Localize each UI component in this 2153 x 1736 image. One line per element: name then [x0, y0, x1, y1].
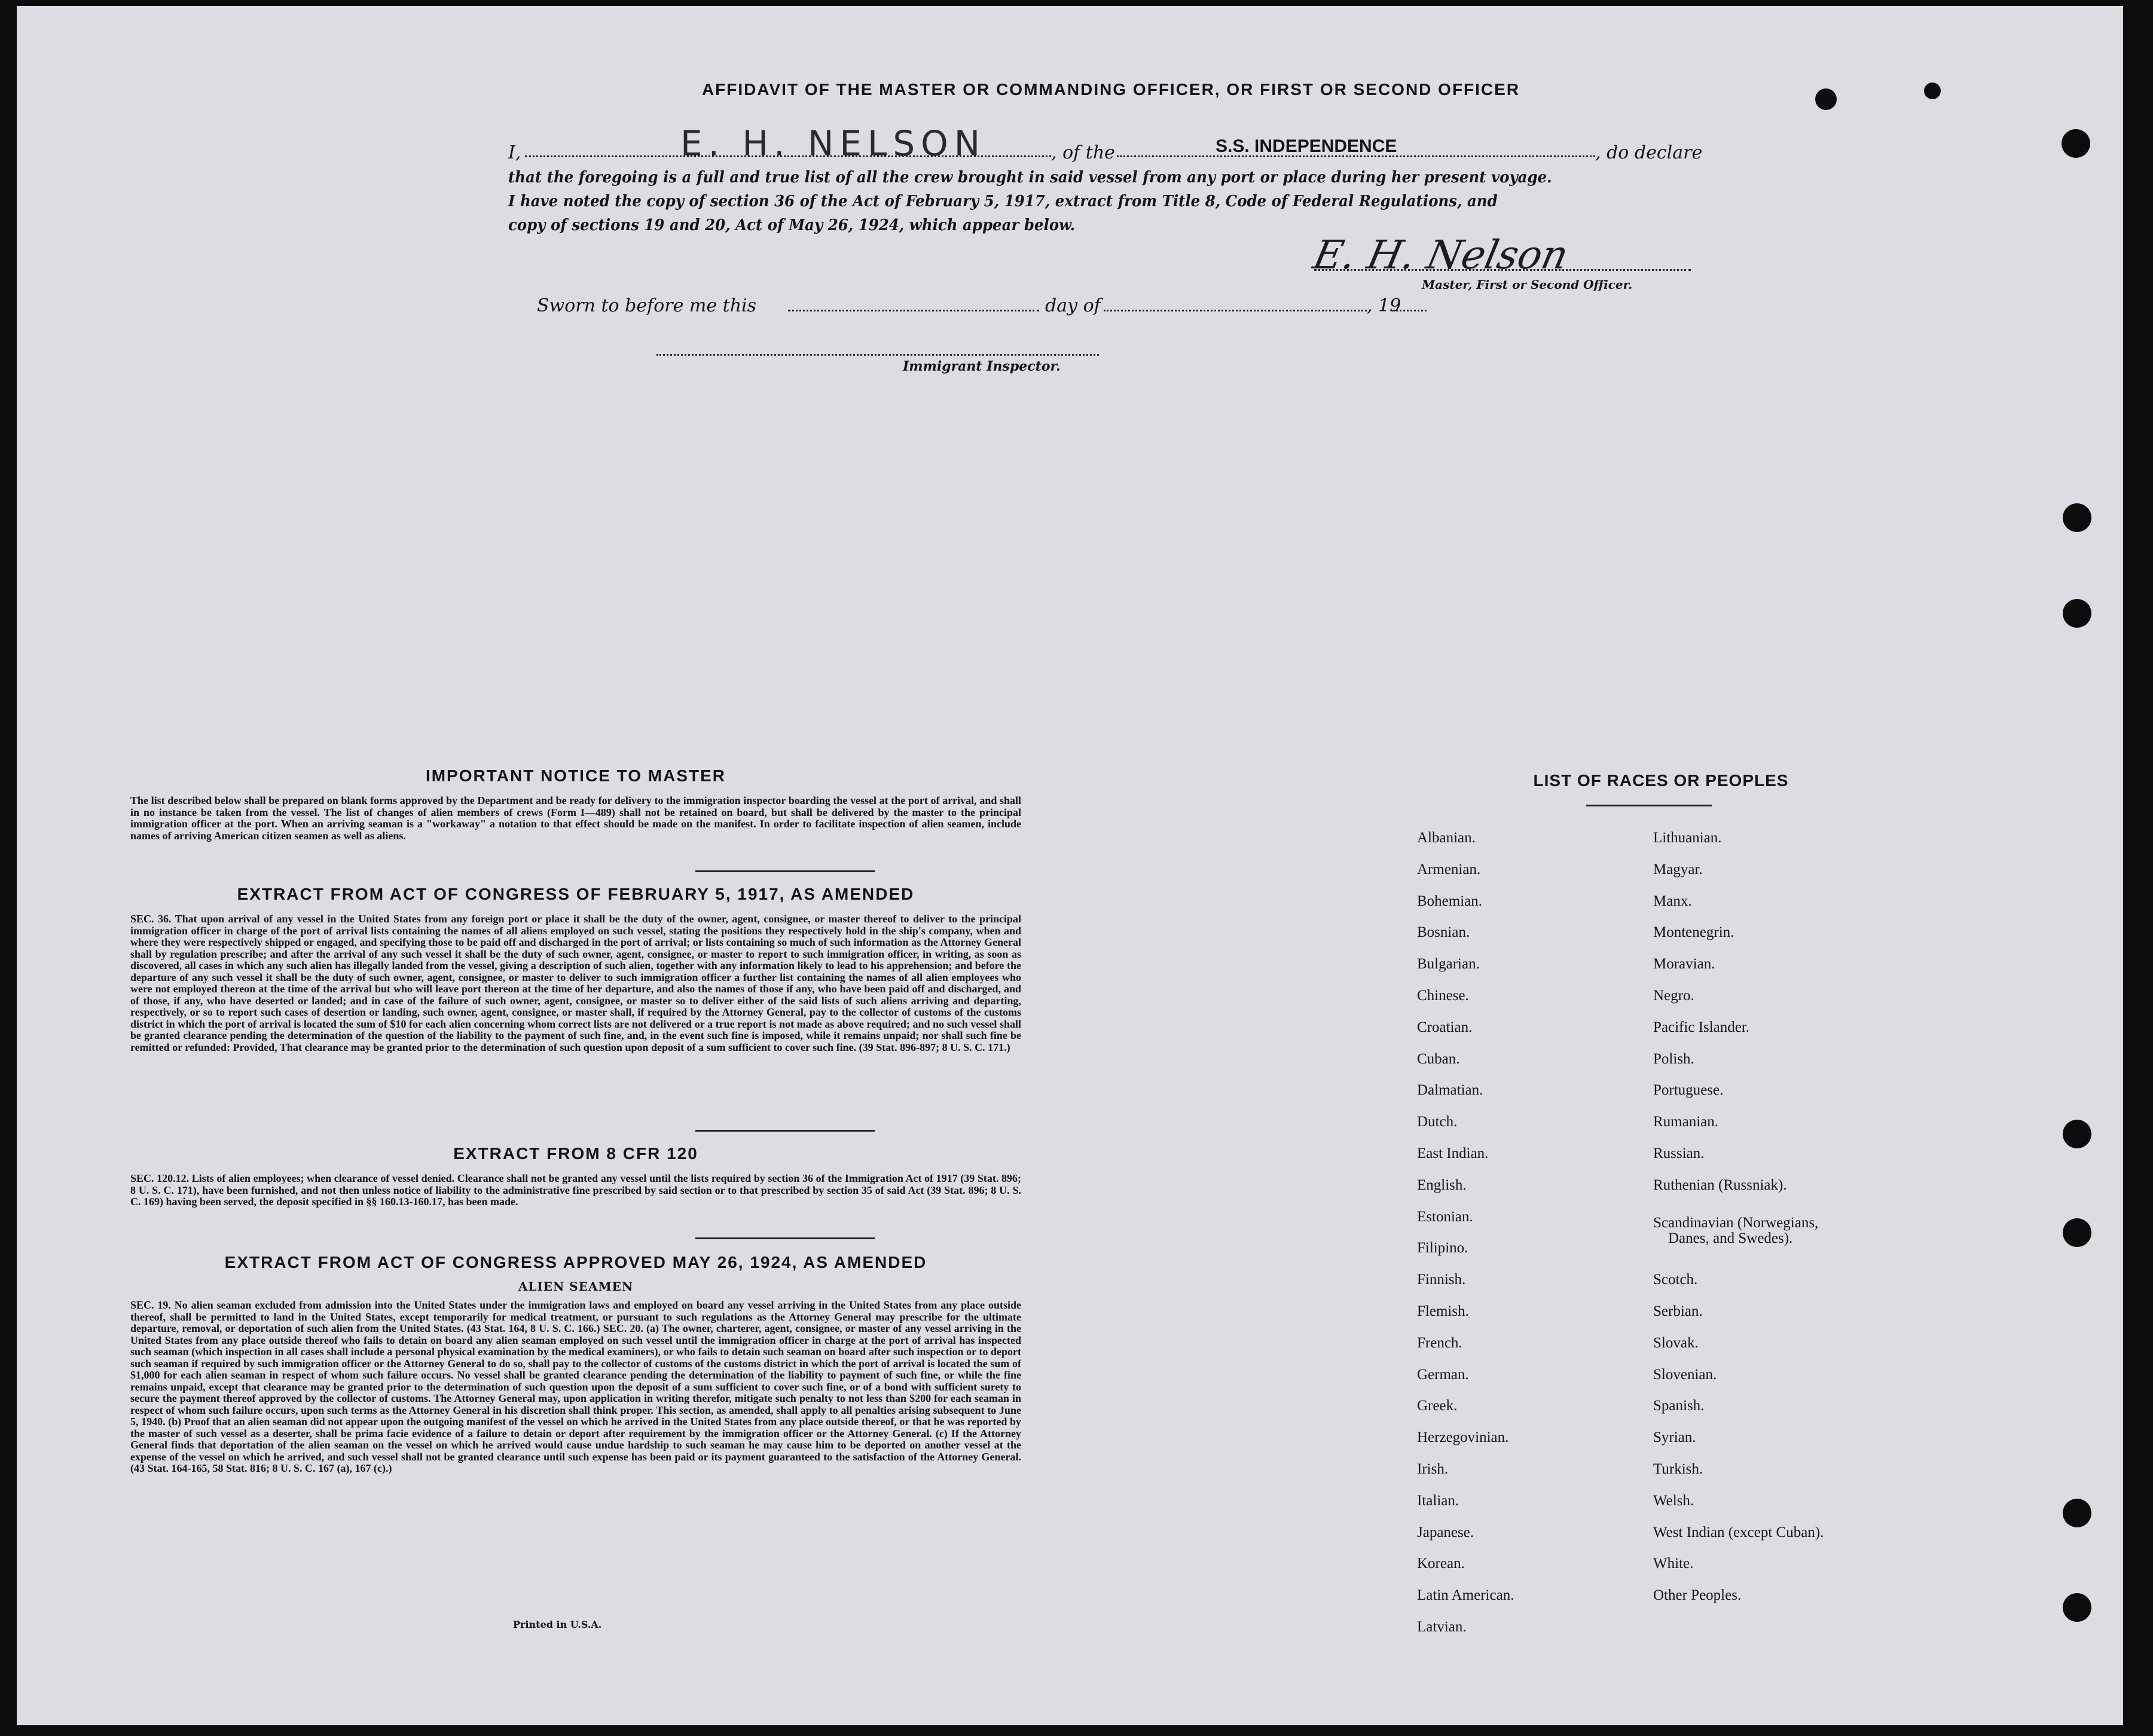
race-item: Irish.	[1417, 1461, 1449, 1477]
race-item: Flemish.	[1417, 1303, 1469, 1319]
race-item: Magyar.	[1653, 861, 1703, 878]
race-item: Serbian.	[1653, 1303, 1703, 1319]
do-declare-label: , do declare	[1595, 142, 1703, 163]
race-item: Portuguese.	[1653, 1082, 1724, 1099]
race-item: Korean.	[1417, 1555, 1465, 1572]
signature-line	[1314, 269, 1691, 271]
divider-2	[695, 1130, 875, 1132]
sworn-label: Sworn to before me this	[537, 295, 757, 316]
master-signature: E. H. Nelson	[1309, 232, 1572, 278]
extract-1924-title: EXTRACT FROM ACT OF CONGRESS APPROVED MAY 26, 1924, AS AMENDED	[224, 1253, 927, 1272]
races-divider	[1586, 805, 1712, 806]
vessel-name: S.S. INDEPENDENCE	[1216, 136, 1397, 156]
race-item: Filipino.	[1417, 1240, 1468, 1257]
race-item: Montenegrin.	[1653, 924, 1734, 941]
race-item: Other Peoples.	[1653, 1587, 1742, 1604]
race-item: Chinese.	[1417, 988, 1469, 1004]
race-item: English.	[1417, 1176, 1467, 1193]
race-item: Dalmatian.	[1417, 1082, 1483, 1099]
extract-1924-text: SEC. 19. No alien seaman excluded from admission into the United States under the immigration laws and employed on board any vessel arriving in the United States from any place outside thereof, shall be permitted to land in the United States, except temporarily for medical treatment, or pursuant to such regulations as the Attorney General may prescribe for the ultimate departure, removal, or deportation of such alien from the United States. (43 Stat. 164, 8 U. S. C. 166.) SEC. 20. (a) The owner, charterer, agent, consignee, or master of any vessel arriving in the United States from any place outside thereof who fails to detain on board any alien seaman employed on such vessel until the immigration officer in charge at the port of arrival has inspected such seaman (which inspection in all cases shall include a personal physical examination by the medical examiners), or who fails to detain such seaman on board after such inspection or to deport such seaman if required by such immigration officer or the Attorney General to do so, shall pay to the collector of customs of the customs district in which the port of arrival is located the sum of $1,000 for each alien seaman in respect of whom such failure occurs. No vessel shall be granted clearance pending the determination of the liability to payment of such fine, or while the fine remains unpaid, except that clearance may be granted prior to the determination of such question upon the deposit of a sum sufficient to cover such fine, or of a bond with sufficient surety to secure the payment thereof approved by the collector of customs. The Attorney General may, upon application in writing therefor, mitigate such penalty to not less than $200 for each seaman in respect of whom such failure occurs, upon such terms as the Attorney General in his discretion shall think proper. This section, as amended, shall apply to all penalties arising subsequent to June 5, 1940. (b) Proof that an alien seaman did not appear upon the outgoing manifest of the vessel on which he arrived in the United States from any place outside thereof, or that he was reported by the master of such vessel as a deserter, shall be prima facie evidence of a failure to detain or deport after requirement by the immigration officer or the Attorney General. (c) If the Attorney General finds that deportation of the alien seaman on the vessel on which he arrived would cause undue hardship to such seaman he may cause him to be deported on another vessel at the expense of the vessel on which he arrived, and such vessel shall not be granted clearance until such expense has been paid or its payment guaranteed to the satisfaction of the Attorney General. (43 Stat. 164-165, 58 Stat. 816; 8 U. S. C. 167 (a), 167 (c).)	[130, 1299, 1021, 1474]
race-item: Rumanian.	[1653, 1114, 1719, 1130]
race-item: Greek.	[1417, 1398, 1458, 1414]
sworn-month-line	[1104, 310, 1367, 311]
race-item: Latin American.	[1417, 1587, 1514, 1604]
race-item: Japanese.	[1417, 1524, 1474, 1541]
extract-cfr-title: EXTRACT FROM 8 CFR 120	[453, 1144, 698, 1163]
race-item: Negro.	[1653, 988, 1694, 1004]
race-item: Italian.	[1417, 1492, 1459, 1509]
affidavit-body-line2: I have noted the copy of section 36 of the Act of February 5, 1917, extract from Title 8, Code of Federal Regulations, and	[508, 192, 1498, 210]
race-item: Latvian.	[1417, 1619, 1467, 1635]
race-item: Welsh.	[1653, 1492, 1694, 1509]
race-item: East Indian.	[1417, 1145, 1489, 1162]
sworn-year-line	[1393, 310, 1427, 311]
race-item: Turkish.	[1653, 1461, 1703, 1477]
extract-1917-text: SEC. 36. That upon arrival of any vessel in the United States from any foreign port or place it shall be the duty of the owner, agent, consignee, or master thereof to deliver to the principal immigration officer in charge of the port of arrival lists containing the names of all aliens employed on such vessel, stating the positions they respectively hold in the ship's company, when and where they were respectively shipped or engaged, and specifying those to be paid off and discharged in the port of arrival; or lists containing so much of such information as the Attorney General shall by regulation prescribe; and after the arrival of any such vessel it shall be the duty of such owner, agent, consignee, or master to report to such immigration officer, in writing, as soon as discovered, all cases in which any such alien has illegally landed from the vessel, giving a description of such alien, together with any information likely to lead to his apprehension; and before the departure of any such vessel it shall be the duty of such owner, agent, consignee, or master to deliver to such immigration officer a further list containing the names of all alien employees who were not employed thereon at the time of the arrival but who will leave port thereon at the time of her departure, and also the names of those if any, who have been paid off and discharged, and of those, if any, who have deserted or landed; and in case of the failure of such owner, agent, consignee, or master so to deliver either of the said lists of such aliens arriving and departing, respectively, or so to report such cases of desertion or landing, such owner, agent, consignee, or master shall, if required by the Attorney General, pay to the collector of customs of the customs district in which the port of arrival is located the sum of $10 for each alien concerning whom correct lists are not delivered or a true report is not made as above required; and no such vessel shall be granted clearance pending the determination of the question of the liability to the payment of such fine, and, in the event such fine is imposed, while it remains unpaid; nor shall such fine be remitted or refunded: Provided, That clearance may be granted prior to the determination of such question upon deposit of a sum sufficient to cover such fine. (39 Stat. 896-897; 8 U. S. C. 171.)	[130, 913, 1021, 1053]
printed-in-usa: Printed in U.S.A.	[513, 1619, 602, 1630]
inspector-caption: Immigrant Inspector.	[903, 359, 1061, 374]
race-item: Ruthenian (Russniak).	[1653, 1176, 1787, 1193]
form-sheet	[17, 6, 2123, 1725]
race-item: Estonian.	[1417, 1208, 1473, 1225]
race-item: Polish.	[1653, 1050, 1694, 1067]
notice-text: The list described below shall be prepared on blank forms approved by the Department and be ready for delivery to the immigration inspector boarding the vessel at the port of arrival, and shall in no instance be taken from the vessel. The list of changes of alien members of crews (Form I—489) shall not be retained on board, but shall be delivered by the master to the principal immigration officer at the port. When an arriving seaman is a "workaway" a notation to that effect should be made on the manifest. In order to facilitate inspection of alien seamen, include names of arriving American citizen seamen as well as aliens.	[130, 794, 1021, 842]
extract-1917-title: EXTRACT FROM ACT OF CONGRESS OF FEBRUARY 5, 1917, AS AMENDED	[237, 885, 915, 903]
race-item: Finnish.	[1417, 1272, 1466, 1288]
race-item: Slovak.	[1653, 1334, 1699, 1351]
extract-cfr-text: SEC. 120.12. Lists of alien employees; when clearance of vessel denied. Clearance shall not be granted any vessel until the lists required by section 36 of the Immigration Act of 1917 (39 Stat. 896; 8 U. S. C. 171), have been furnished, and not then unless notice of liability to the administrative fine prescribed by said section or to that prescribed by section 35 of said Act (39 Stat. 896; 8 U. S. C. 169) having been served, the deposit specified in §§ 160.13-160.17, has been made.	[130, 1172, 1021, 1208]
race-item: Scotch.	[1653, 1272, 1698, 1288]
race-item: German.	[1417, 1366, 1469, 1383]
sworn-day-line	[788, 310, 1039, 311]
race-item: Manx.	[1653, 893, 1692, 909]
inspector-line	[656, 354, 1099, 356]
divider-1	[695, 870, 875, 872]
notice-title: IMPORTANT NOTICE TO MASTER	[425, 766, 726, 785]
race-item: White.	[1653, 1555, 1694, 1572]
race-item: Dutch.	[1417, 1114, 1458, 1130]
race-item: Spanish.	[1653, 1398, 1705, 1414]
race-item: Moravian.	[1653, 956, 1715, 973]
race-item: Armenian.	[1417, 861, 1481, 878]
affidavit-body-line3: copy of sections 19 and 20, Act of May 26, 1924, which appear below.	[508, 216, 1076, 234]
race-item: Bulgarian.	[1417, 956, 1480, 973]
race-item: Herzegovinian.	[1417, 1429, 1509, 1446]
affidavit-body-line1: that the foregoing is a full and true list of all the crew brought in said vessel from any port or place during her present voyage.	[508, 169, 1552, 187]
race-item: Russian.	[1653, 1145, 1705, 1162]
race-item: Slovenian.	[1653, 1366, 1717, 1383]
day-of-label: day of	[1045, 295, 1101, 316]
of-the-label: , of the	[1051, 142, 1115, 163]
i-label: I,	[508, 142, 521, 163]
year-label: , 19	[1367, 295, 1401, 316]
race-item: Syrian.	[1653, 1429, 1696, 1446]
race-item: Croatian.	[1417, 1019, 1473, 1035]
signature-caption: Master, First or Second Officer.	[1422, 277, 1633, 292]
race-item: Bosnian.	[1417, 924, 1470, 941]
affidavit-title: AFFIDAVIT OF THE MASTER OR COMMANDING OFFICER, OR FIRST OR SECOND OFFICER	[701, 80, 1520, 99]
race-item: Scandinavian (Norwegians,	[1653, 1214, 1819, 1231]
divider-3	[695, 1237, 875, 1239]
race-item: Bohemian.	[1417, 893, 1483, 909]
extract-1924-subtitle: ALIEN SEAMEN	[518, 1279, 634, 1294]
race-item: Pacific Islander.	[1653, 1019, 1750, 1035]
race-item: West Indian (except Cuban).	[1653, 1524, 1824, 1541]
races-title: LIST OF RACES OR PEOPLES	[1533, 771, 1789, 790]
race-item: Danes, and Swedes).	[1668, 1230, 1793, 1246]
race-item: Lithuanian.	[1653, 830, 1722, 846]
race-item: Albanian.	[1417, 830, 1476, 846]
race-item: Cuban.	[1417, 1050, 1460, 1067]
master-name-handwritten: E. H. NELSON	[680, 123, 987, 164]
race-item: French.	[1417, 1334, 1462, 1351]
